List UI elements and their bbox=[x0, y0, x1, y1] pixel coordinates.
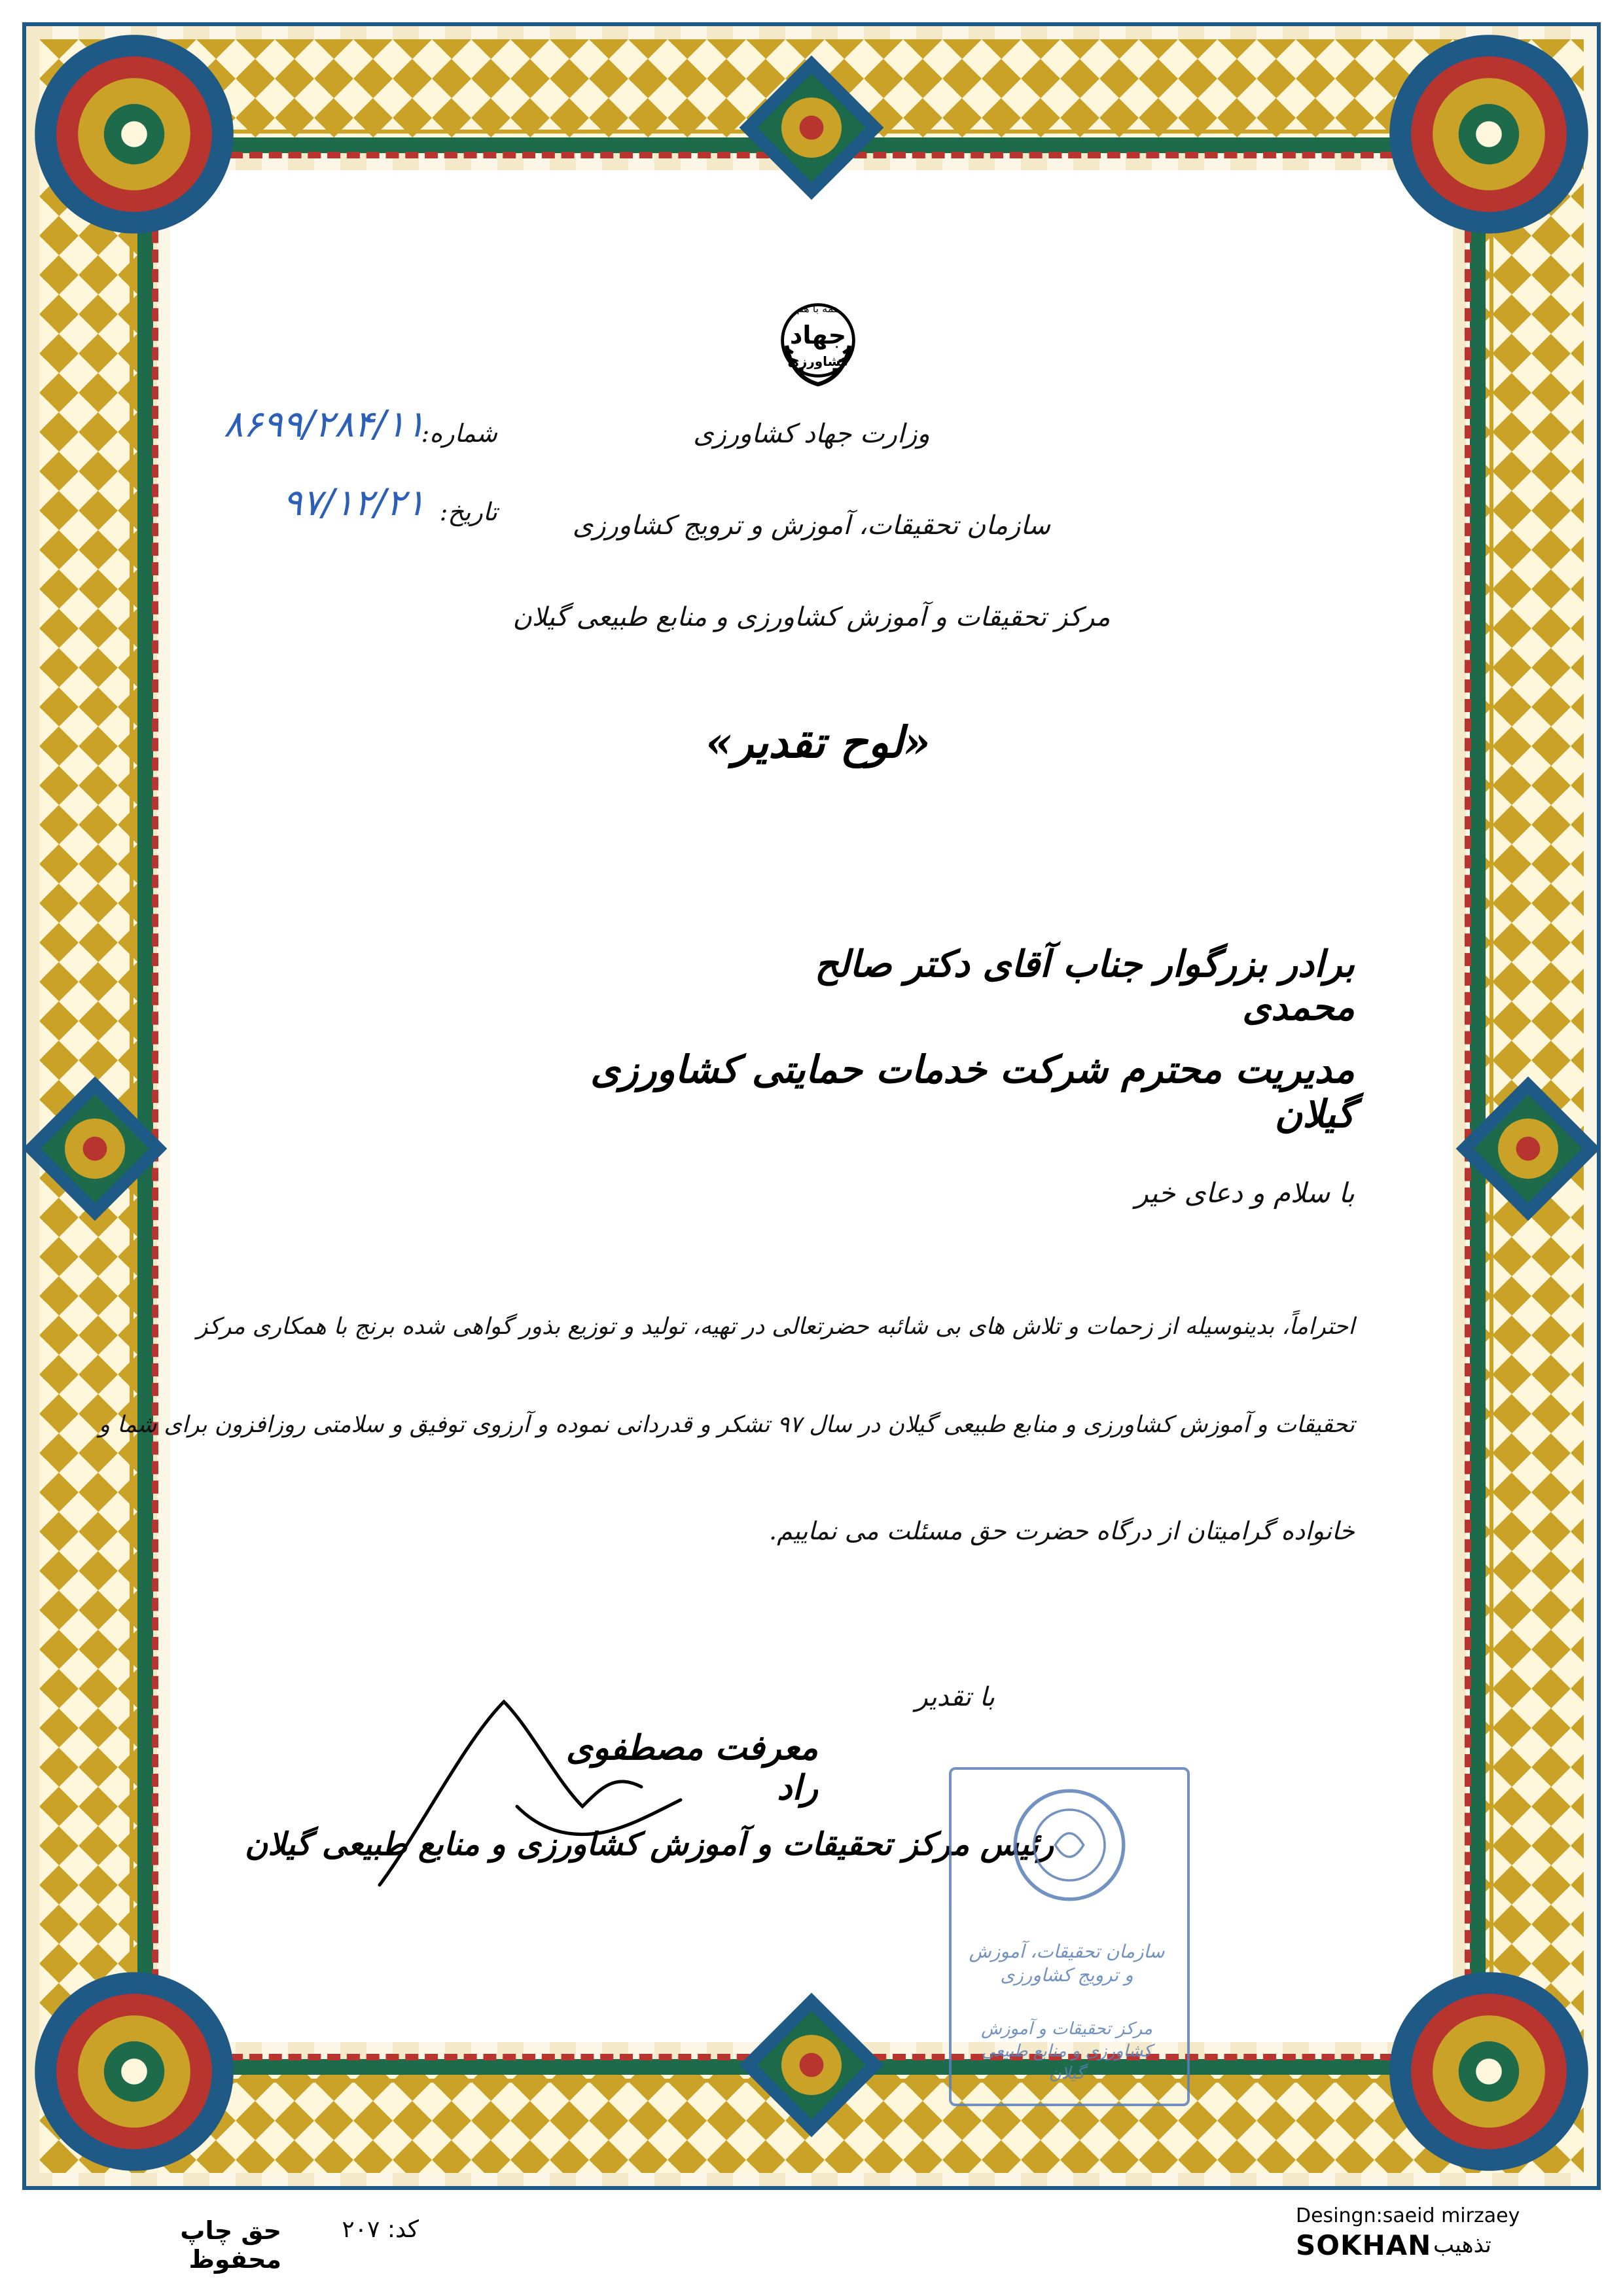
corner-rosette-icon bbox=[26, 26, 242, 242]
organization-name: سازمان تحقیقات، آموزش و ترویج کشاورزی bbox=[572, 511, 1051, 541]
corner-rosette-icon bbox=[1381, 26, 1597, 242]
footer-brand: SOKHAN bbox=[1296, 2229, 1432, 2261]
date-label: تاریخ: bbox=[439, 497, 497, 526]
corner-rosette-icon bbox=[26, 1964, 242, 2179]
body-line-3: خانواده گرامیتان از درگاه حضرت حق مسئلت می نماییم. bbox=[769, 1516, 1355, 1545]
recipient-name: برادر بزرگوار جناب آقای دکتر صالح محمدی bbox=[815, 942, 1355, 1029]
footer-copyright: حق چاپ محفوظ bbox=[180, 2216, 281, 2274]
closing-text: با تقدیر bbox=[915, 1682, 995, 1712]
center-name: مرکز تحقیقات و آموزش کشاورزی و منابع طبیعی گیلان bbox=[512, 602, 1111, 632]
footer-code: کد: ۲۰۷ bbox=[342, 2216, 419, 2243]
medallion-left-icon bbox=[20, 1073, 170, 1224]
greeting: با سلام و دعای خیر bbox=[1135, 1177, 1355, 1209]
jahad-logo bbox=[766, 288, 870, 393]
date-value: ۹۷/۱۲/۲۱ bbox=[282, 482, 425, 524]
signer-name: معرفت مصطفوی راد bbox=[565, 1728, 818, 1808]
corner-rosette-icon bbox=[1381, 1964, 1597, 2179]
logo-subname: کشاورزی bbox=[787, 353, 849, 369]
medallion-right-icon bbox=[1453, 1073, 1603, 1224]
logo-motto: همه با هم bbox=[796, 302, 840, 315]
signer-title: رئیس مرکز تحقیقات و آموزش کشاورزی و منابع طبیعی گیلان bbox=[244, 1826, 1054, 1863]
certificate-title: «لوح تقدیر» bbox=[705, 717, 931, 768]
logo-name: جهاد bbox=[789, 321, 847, 350]
number-label: شماره: bbox=[421, 419, 497, 448]
stamp-seal-icon bbox=[1010, 1786, 1128, 1904]
stamp-center: مرکز تحقیقات و آموزش کشاورزی و منابع طبیعی گیلان bbox=[981, 2019, 1152, 2083]
footer-tazhib: تذهیب bbox=[1433, 2232, 1491, 2258]
number-value: ۸۶۹۹/۲۸۴/۱۱ bbox=[223, 403, 425, 446]
official-stamp bbox=[949, 1767, 1190, 2106]
body-line-2: تحقیقات و آموزش کشاورزی و منابع طبیعی گیلان در سال ۹۷ تشکر و قدردانی نموده و آرزوی توفیق و سلامتی روزافزون برای شما و bbox=[99, 1412, 1355, 1438]
stamp-organization: سازمان تحقیقات، آموزش و ترویج کشاورزی bbox=[969, 1941, 1165, 1986]
body-line-1: احتراماً، بدینوسیله از زحمات و تلاش های بی شائبه حضرتعالی در تهیه، تولید و توزیع بذور گواهی شده برنج با همکاری مرکز bbox=[196, 1314, 1355, 1340]
footer-designer: Desingn:saeid mirzaey bbox=[1296, 2204, 1520, 2227]
medallion-bottom-icon bbox=[736, 1990, 887, 2140]
ministry-name: وزارت جهاد کشاورزی bbox=[693, 419, 930, 449]
recipient-organization: مدیریت محترم شرکت خدمات حمایتی کشاورزی گیلان bbox=[590, 1047, 1355, 1136]
medallion-top-icon bbox=[736, 52, 887, 203]
